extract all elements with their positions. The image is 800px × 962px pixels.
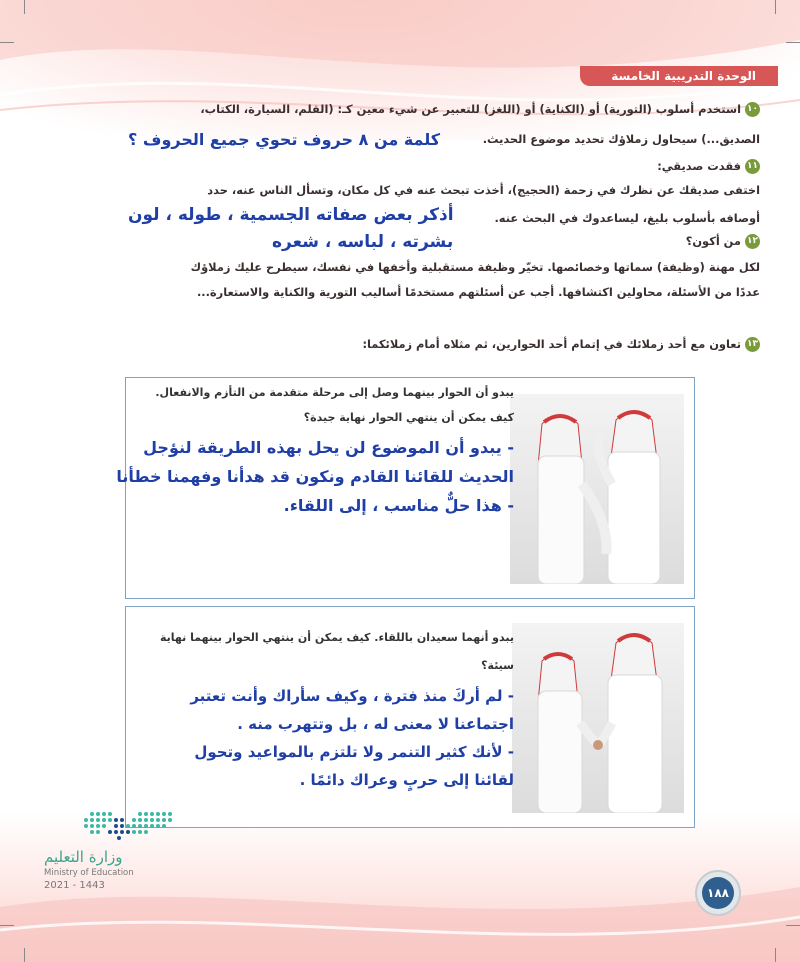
q12-line1: لكل مهنة (وظيفة) سماتها وخصائصها. تخيّر وظيفة مستقبلية وأخفها في نفسك، سيطرح عليك زملاؤك xyxy=(190,260,760,274)
q11-handwritten-answer-line1: أذكر بعض صفاته الجسمية ، طوله ، لون xyxy=(128,205,454,225)
crop-mark xyxy=(775,0,776,14)
dialog2-answer-line3: - لأنك كثير التنمر ولا تلتزم بالمواعيد وتحول xyxy=(194,743,514,761)
q12-title: ١٢من أكون؟ xyxy=(685,234,758,248)
dialog1-answer-line3: - هذا حلٌّ مناسب ، إلى اللقاء. xyxy=(283,496,514,515)
edition-year: 2021 - 1443 xyxy=(44,880,105,891)
dialog1-answer-line2: الحديث للقائنا القادم ونكون قد هدأنا وفهمنا خطأنا xyxy=(116,467,514,486)
q12-line2: عددًا من الأسئلة، محاولين اكتشافها. أجب عن أسئلتهم مستخدمًا أساليب التورية والكناية والاستعارة... xyxy=(196,285,760,299)
dialog-card-2 xyxy=(125,606,695,828)
q10-line1: ١٠استخدم أسلوب (التورية) أو (الكناية) أو (اللغز) للتعبير عن شيء معين كـ: (القلم، السيارة، الكتاب، xyxy=(200,102,758,116)
dialog1-prompt-line1: يبدو أن الحوار بينهما وصل إلى مرحلة متقدمة من التأزم والانفعال. xyxy=(155,386,514,399)
q10-number-badge: ١٠ xyxy=(745,102,760,117)
q10-line2: الصديق...) سيحاول زملاؤك تحديد موضوع الحديث. xyxy=(482,132,760,146)
dialog2-prompt-line2: سيئة؟ xyxy=(481,659,514,672)
two-men-handshake-illustration xyxy=(512,623,684,813)
crop-mark xyxy=(0,925,14,926)
ministry-of-education-logo xyxy=(40,808,180,898)
q11-line2: أوصافه بأسلوب بليغ، ليساعدوك في البحث عنه. xyxy=(494,211,760,225)
dialog2-prompt-line1: يبدو أنهما سعيدان باللقاء. كيف يمكن أن ينتهي الحوار بينهما نهاية xyxy=(159,631,514,644)
q11-number-badge: ١١ xyxy=(745,159,760,174)
q11-title: ١١فقدت صديقي: xyxy=(657,159,758,173)
ministry-english-name: Ministry of Education xyxy=(44,868,134,878)
unit-title-tab: الوحدة التدريبية الخامسة xyxy=(580,66,778,86)
page-number-badge xyxy=(695,870,741,916)
q10-handwritten-answer: كلمة من ٨ حروف تحوي جميع الحروف ؟ xyxy=(128,130,441,149)
crop-mark xyxy=(24,948,25,962)
dialog2-answer-line2: اجتماعنا لا معنى له ، بل وتتهرب منه . xyxy=(237,715,514,733)
crop-mark xyxy=(786,925,800,926)
crop-mark xyxy=(24,0,25,14)
page-number: ١٨٨ xyxy=(702,877,734,909)
q13-number-badge: ١٣ xyxy=(745,337,760,352)
q11-line1: اختفى صديقك عن نظرك في زحمة (الحجيج)، أخذت تبحث عنه في كل مكان، وتسأل الناس عنه، حدد xyxy=(207,183,760,197)
crop-mark xyxy=(0,42,14,43)
dialog2-photo xyxy=(512,623,684,813)
two-men-arguing-illustration xyxy=(510,394,684,584)
dialog2-answer-line4: لقائنا إلى حربٍ وعراك دائمًا . xyxy=(299,771,514,789)
q11-handwritten-answer-line2: بشرته ، لباسه ، شعره xyxy=(272,232,454,252)
dialog1-answer-line1: - يبدو أن الموضوع لن يحل بهذه الطريقة لنؤجل xyxy=(143,438,514,457)
ministry-arabic-name: وزارة التعليم xyxy=(44,848,123,866)
ministry-dots-icon xyxy=(40,808,180,842)
crop-mark xyxy=(775,948,776,962)
crop-mark xyxy=(786,42,800,43)
dialog1-photo xyxy=(510,394,684,584)
dialog-card-1 xyxy=(116,377,695,599)
q12-number-badge: ١٢ xyxy=(745,234,760,249)
q13-instruction: ١٣تعاون مع أحد زملائك في إتمام أحد الحوارين، ثم مثلاه أمام زملائكما: xyxy=(362,337,758,351)
dialog2-answer-line1: - لم أركَ منذ فترة ، وكيف سأراك وأنت تعتبر xyxy=(190,687,514,705)
dialog1-prompt-line2: كيف يمكن أن ينتهي الحوار نهاية جيدة؟ xyxy=(303,411,514,424)
